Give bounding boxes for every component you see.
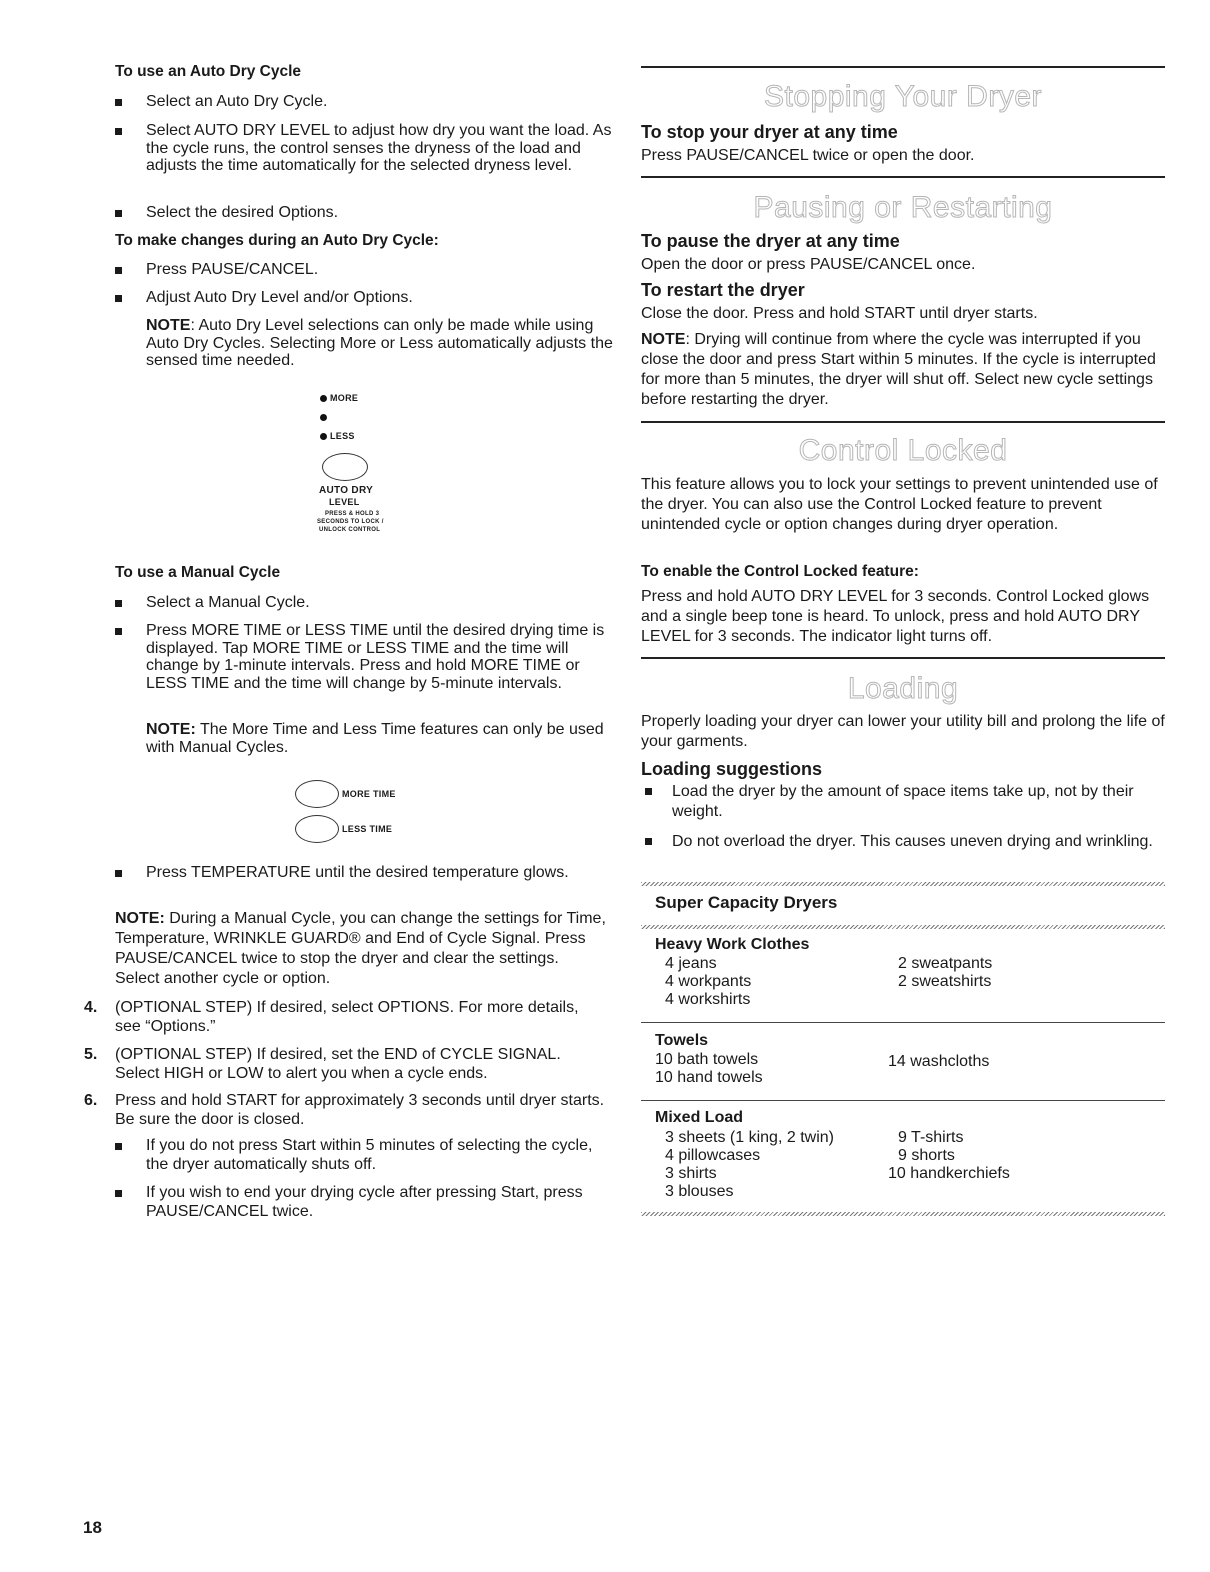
table-cell: 10 bath towels [655, 1051, 759, 1068]
pausing-title: Pausing or Restarting [753, 191, 1053, 224]
stopping-text: Press PAUSE/CANCEL twice or open the door. [641, 147, 975, 164]
bullet-square-icon [115, 210, 122, 217]
table-group-divider [641, 1100, 1165, 1101]
table-cell: 3 blouses [665, 1183, 734, 1200]
section-divider [641, 657, 1165, 659]
indicator-dot-icon [320, 414, 327, 421]
bullet-square-icon [115, 1143, 122, 1150]
pause-text: Open the door or press PAUSE/CANCEL once. [641, 256, 976, 273]
loading-text: Properly loading your dryer can lower your utility bill and prolong the life of your garments. [641, 713, 1165, 750]
table-cell: 14 washcloths [888, 1053, 990, 1070]
time-buttons-diagram [295, 780, 435, 845]
loading-suggestions-heading: Loading suggestions [641, 759, 823, 779]
bullet-square-icon [115, 295, 122, 302]
more-time-label: MORE TIME [342, 789, 396, 799]
loading-title: Loading [847, 672, 959, 705]
control-locked-title: Control Locked [798, 434, 1008, 467]
auto-dry-note: NOTE: Auto Dry Level selections can only be made while using Auto Dry Cycles. Selecting More or Less automatically adjusts the sensed time needed. [146, 317, 613, 369]
table-header-rule [641, 925, 1165, 929]
table-cell: 10 handkerchiefs [888, 1165, 1010, 1182]
auto-dry-level-button-icon [322, 453, 368, 481]
group-title: Mixed Load [655, 1109, 744, 1126]
bullet-square-icon [115, 600, 122, 607]
control-locked-text: This feature allows you to lock your settings to prevent unintended use of the dryer. You can also use the Control Locked feature to prevent unintended cycle or option changes during dryer operation. [641, 476, 1158, 533]
less-time-label: LESS TIME [342, 824, 393, 834]
table-title: Super Capacity Dryers [655, 893, 838, 912]
lock-caption: PRESS & HOLD 3 [325, 511, 380, 517]
more-label: MORE [330, 393, 359, 403]
table-top-rule [641, 882, 1165, 886]
table-cell: 4 workshirts [665, 991, 751, 1008]
group-title: Heavy Work Clothes [655, 936, 810, 953]
table-cell: 3 shirts [665, 1165, 717, 1182]
stopping-heading: To stop your dryer at any time [641, 122, 898, 142]
section-divider [641, 176, 1165, 178]
bullet-square-icon [115, 128, 122, 135]
auto-dry-label: AUTO DRY [319, 485, 374, 496]
table-cell: 2 sweatshirts [898, 973, 992, 990]
table-cell: 3 sheets (1 king, 2 twin) [665, 1129, 834, 1146]
table-cell: 4 pillowcases [665, 1147, 761, 1164]
section-divider [641, 421, 1165, 423]
pause-heading: To pause the dryer at any time [641, 231, 900, 251]
bullet-square-icon [645, 788, 652, 795]
section-divider [641, 66, 1165, 68]
auto-dry-heading: To use an Auto Dry Cycle [115, 63, 302, 80]
lock-caption: SECONDS TO LOCK / [317, 519, 384, 525]
less-time-button-icon [295, 815, 339, 843]
bullet-square-icon [115, 99, 122, 106]
indicator-dot-icon [320, 395, 327, 402]
restart-heading: To restart the dryer [641, 280, 805, 300]
page-number: 18 [83, 1518, 102, 1537]
restart-text: Close the door. Press and hold START until dryer starts. [641, 305, 1038, 322]
table-cell: 9 T-shirts [898, 1129, 964, 1146]
group-title: Towels [655, 1032, 709, 1049]
less-label: LESS [330, 431, 355, 441]
manual-heading: To use a Manual Cycle [115, 564, 281, 581]
auto-dry-changes-heading: To make changes during an Auto Dry Cycle: [115, 232, 439, 249]
stopping-title: Stopping Your Dryer [763, 80, 1042, 113]
manual-note: NOTE: The More Time and Less Time features can only be used with Manual Cycles. [146, 721, 604, 756]
pausing-note: NOTE: Drying will continue from where the cycle was interrupted if you close the door and press Start within 5 minutes. If the cycle is interrupted for more than 5 minutes, the dryer will shut off. Select new cycle settings before restarting the dryer. [641, 331, 1156, 408]
table-cell: 9 shorts [898, 1147, 955, 1164]
bullet-square-icon [645, 838, 652, 845]
table-cell: 4 workpants [665, 973, 752, 990]
control-locked-heading: To enable the Control Locked feature: [641, 563, 919, 580]
control-locked-text-2: Press and hold AUTO DRY LEVEL for 3 seconds. Control Locked glows and a single beep tone is heard. To unlock, press and hold AUTO DRY LEVEL for 3 seconds. The indicator light turns off. [641, 588, 1150, 645]
level-label: LEVEL [329, 497, 360, 507]
bullet-square-icon [115, 870, 122, 877]
lock-caption: UNLOCK CONTROL [319, 527, 381, 533]
bullet-square-icon [115, 267, 122, 274]
table-cell: 10 hand towels [655, 1069, 763, 1086]
manual-note-2: NOTE: During a Manual Cycle, you can change the settings for Time, Temperature, WRINKLE GUARD® and End of Cycle Signal. Press PAUSE/CANCEL twice to stop the dryer and clear the settings. Select another cycle or option. [115, 910, 606, 987]
bullet-square-icon [115, 1190, 122, 1197]
table-group-divider [641, 1022, 1165, 1023]
table-cell: 2 sweatpants [898, 955, 993, 972]
table-bottom-rule [641, 1212, 1165, 1216]
table-cell: 4 jeans [665, 955, 717, 972]
auto-dry-level-diagram [315, 390, 435, 550]
bullet-square-icon [115, 628, 122, 635]
more-time-button-icon [295, 780, 339, 808]
indicator-dot-icon [320, 433, 327, 440]
